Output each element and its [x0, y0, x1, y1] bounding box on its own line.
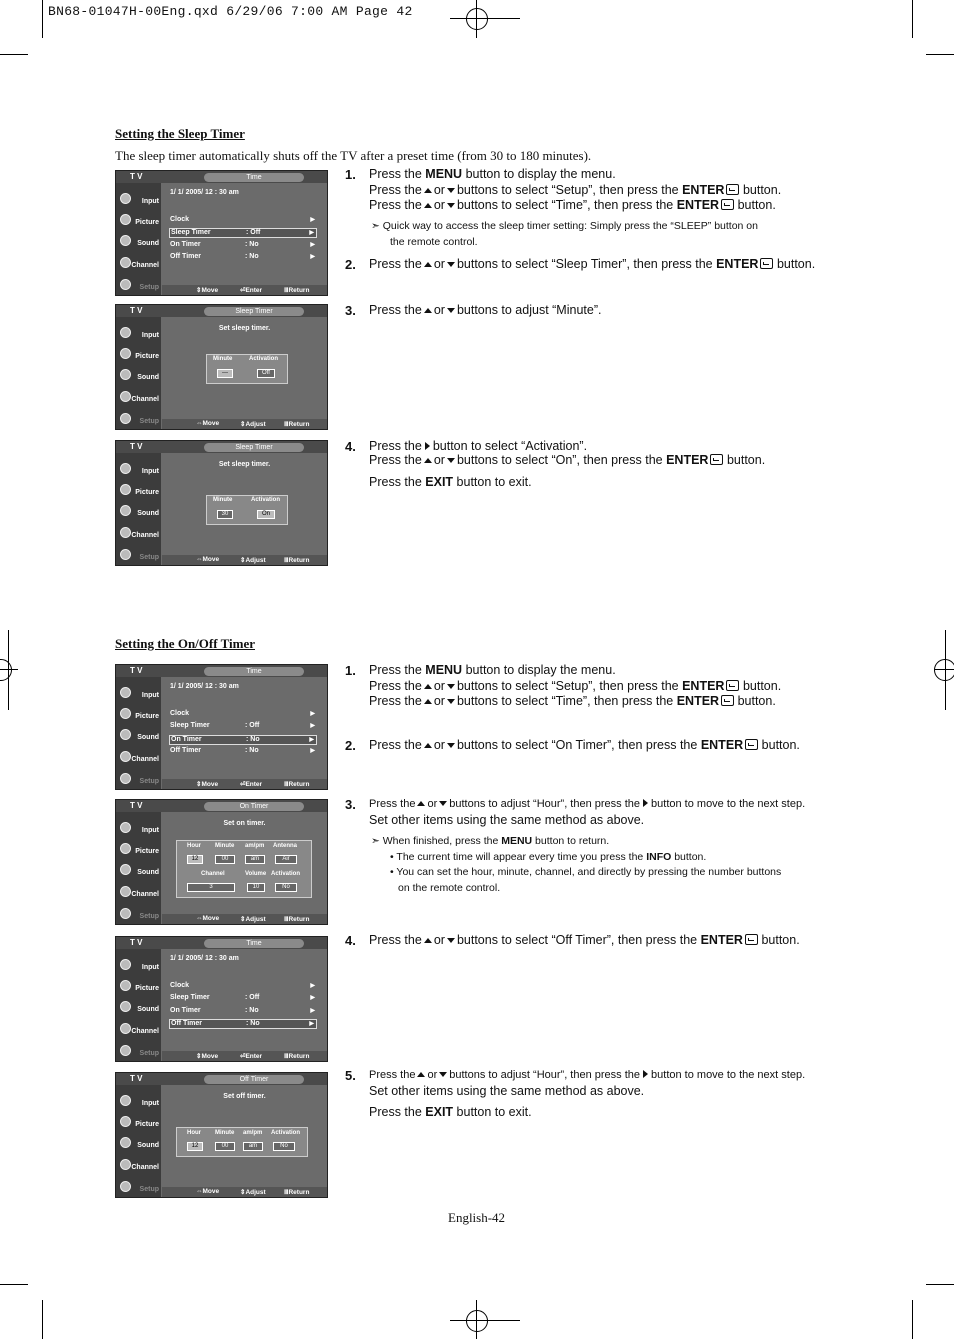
print-header: BN68-01047H-00Eng.qxd 6/29/06 7:00 AM Page 42	[48, 4, 413, 19]
channel-icon	[120, 751, 131, 762]
sound-icon	[120, 505, 131, 516]
sound-icon	[120, 1001, 131, 1012]
osd-bottom-bar: ⇕Move ⏎Enter ⅢReturn	[162, 285, 327, 295]
osd-sidebar	[116, 183, 161, 295]
onoff-step-1-text: Press the MENU button to display the menu. Press the or buttons to select “Setup”, then press the ENTER button. Press the or buttons to select “Time”, then press the ENTER button.	[369, 663, 782, 708]
crop-mark	[945, 630, 946, 710]
note-arrow-icon: ➣	[371, 220, 380, 232]
up-arrow-icon	[424, 308, 432, 313]
osd-datetime: 1/ 1/ 2005/ 12 : 30 am	[170, 189, 239, 196]
osd-time-menu-off: T V Time Input Picture Sound Channel Setup 1/ 1/ 2005/ 12 : 30 am Clock ▶ Sleep Timer : Off ▶ On Timer : No ▶ Off Timer : No ▶ ⇕Move ⏎Enter ⅢReturn	[115, 936, 328, 1062]
crop-mark	[450, 18, 520, 19]
down-arrow-icon	[447, 203, 455, 208]
osd-time-menu	[115, 170, 328, 296]
section-title-on-off-timer: Setting the On/Off Timer	[115, 636, 255, 651]
crop-mark	[0, 669, 18, 670]
sound-icon	[120, 729, 131, 740]
crop-mark	[8, 630, 9, 710]
setup-icon	[120, 908, 131, 919]
osd-menu-sound: Sound	[118, 233, 161, 253]
setup-icon	[120, 1045, 131, 1056]
crop-mark	[0, 54, 28, 55]
step-1-text: Press the MENU button to display the menu. Press the or buttons to select “Setup”, then press the ENTER button. Press the or buttons to select “Time”, then press the ENTER button.	[369, 167, 782, 212]
note-arrow-icon: ➣	[371, 835, 380, 847]
down-arrow-icon	[447, 458, 455, 463]
enter-icon	[721, 199, 734, 210]
osd-screen-title: Time	[204, 173, 304, 182]
setup-icon	[120, 1181, 131, 1192]
osd-menu-picture: Picture	[118, 212, 161, 232]
osd-menu-input: Input	[118, 191, 161, 211]
channel-icon	[120, 527, 131, 538]
channel-icon	[120, 886, 131, 897]
step-number: 2.	[345, 257, 356, 272]
osd-row-clock: Clock ▶	[170, 216, 315, 223]
crop-mark	[42, 0, 43, 38]
setup-icon	[120, 413, 131, 424]
registration-mark-icon	[466, 1310, 488, 1332]
channel-icon	[120, 1023, 131, 1034]
crop-mark	[450, 1320, 520, 1321]
registration-mark-icon	[466, 8, 488, 30]
input-icon	[120, 959, 131, 970]
setup-icon	[120, 549, 131, 560]
osd-row-sleep-timer: Sleep Timer : Off ▶	[169, 228, 317, 238]
input-icon	[120, 1095, 131, 1106]
picture-icon	[120, 214, 131, 225]
crop-mark	[912, 0, 913, 38]
intro-text: The sleep timer automatically shuts off the TV after a preset time (from 30 to 180 minutes).	[115, 148, 592, 163]
onoff-step-3-text: Press the or buttons to adjust “Hour”, then press the button to move to the next step. Set other items using the same method as above.	[369, 798, 806, 827]
osd-off-timer-panel: Hour Minute am/pm Activation 12 00 am No	[176, 1127, 308, 1157]
down-arrow-icon	[447, 188, 455, 193]
enter-icon	[760, 258, 773, 269]
sound-icon	[120, 369, 131, 380]
step-2-text: Press the or buttons to select “Sleep Timer”, then press the ENTER button.	[369, 257, 816, 271]
setup-icon	[120, 279, 131, 290]
picture-icon	[120, 484, 131, 495]
osd-off-timer: T V Off Timer Input Picture Sound Channel Setup Set off timer. Hour Minute am/pm Activation 12 00 am No ⇔Move ⇕Adjust ⅢReturn	[115, 1072, 328, 1198]
note-quick-sleep: ➣ Quick way to access the sleep timer setting: Simply press the “SLEEP” button on the remote control.	[371, 220, 758, 248]
input-icon	[120, 193, 131, 204]
channel-icon	[120, 391, 131, 402]
up-arrow-icon	[424, 188, 432, 193]
input-icon	[120, 687, 131, 698]
arrow-right-icon: ▶	[309, 230, 314, 236]
step-number: 1.	[345, 167, 356, 182]
page-number: English-42	[448, 1210, 506, 1225]
input-icon	[120, 463, 131, 474]
osd-tv-label: T V	[130, 172, 143, 181]
down-arrow-icon	[447, 308, 455, 313]
osd-sleep-panel: Minute Activation --- Off	[206, 354, 288, 384]
picture-icon	[120, 708, 131, 719]
osd-on-timer-panel: Hour Minute am/pm Antenna 12 00 am Air Channel Volume Activation 3 10 No	[176, 840, 312, 898]
down-arrow-icon	[447, 262, 455, 267]
sound-icon	[120, 1137, 131, 1148]
up-arrow-icon	[424, 203, 432, 208]
picture-icon	[120, 1116, 131, 1127]
osd-menu-channel: Channel	[118, 255, 161, 275]
osd-on-timer: T V On Timer Input Picture Sound Channel Setup Set on timer. Hour Minute am/pm Antenna 12 00 am Air Channel Volume Activation 3 10 No ⇔Move ⇕Adjust ⅢReturn	[115, 799, 328, 925]
enter-icon	[710, 454, 723, 465]
onoff-step-4-text: Press the or buttons to select “Off Timer”, then press the ENTER button.	[369, 933, 800, 947]
sound-icon	[120, 235, 131, 246]
crop-mark	[476, 0, 477, 38]
arrow-right-icon: ▶	[310, 242, 315, 248]
enter-icon	[726, 184, 739, 195]
crop-mark	[0, 1284, 28, 1285]
osd-sleep-timer-activation: T V Sleep Timer Input Picture Sound Channel Setup Set sleep timer. Minute Activation 30 On ⇔Move ⇕Adjust ⅢReturn	[115, 440, 328, 566]
channel-icon	[120, 257, 131, 268]
section-title-sleep-timer: Setting the Sleep Timer	[115, 126, 245, 141]
osd-menu-setup: Setup	[118, 277, 161, 296]
registration-mark-icon	[934, 659, 954, 681]
registration-mark-icon	[0, 659, 12, 681]
arrow-right-icon: ▶	[310, 217, 315, 223]
setup-icon	[120, 773, 131, 784]
osd-time-menu-on: T V Time Input Picture Sound Channel Setup 1/ 1/ 2005/ 12 : 30 am Clock ▶ Sleep Timer : Off ▶ On Timer : No ▶ Off Timer : No ▶ ⇕Move ⏎Enter ⅢReturn	[115, 664, 328, 790]
up-arrow-icon	[424, 458, 432, 463]
note-on-timer: ➣ When finished, press the MENU button to return. • The current time will appear every time you press the INFO button. • You can set the hour, minute, channel, and directly by pressing the number buttons on the remote control.	[371, 835, 782, 894]
onoff-step-2-text: Press the or buttons to select “On Timer”, then press the ENTER button.	[369, 738, 800, 752]
up-arrow-icon	[424, 262, 432, 267]
picture-icon	[120, 980, 131, 991]
channel-icon	[120, 1159, 131, 1170]
right-arrow-icon	[425, 442, 430, 450]
input-icon	[120, 327, 131, 338]
picture-icon	[120, 348, 131, 359]
crop-mark	[42, 1300, 43, 1339]
onoff-step-5-text: Press the or buttons to adjust “Hour”, then press the button to move to the next step. Set other items using the same method as above. Press the EXIT button to exit.	[369, 1069, 806, 1119]
crop-mark	[912, 1300, 913, 1339]
step-3-text: Press the or buttons to adjust “Minute”.	[369, 303, 602, 317]
osd-row-on-timer: On Timer : No ▶	[170, 241, 315, 248]
crop-mark	[926, 1284, 954, 1285]
picture-icon	[120, 843, 131, 854]
sound-icon	[120, 864, 131, 875]
step-4-text: Press the button to select “Activation”. Press the or buttons to select “On”, then press the ENTER button. Press the EXIT button to exit.	[369, 439, 766, 489]
osd-row-off-timer: Off Timer : No ▶	[170, 253, 315, 260]
arrow-right-icon: ▶	[310, 254, 315, 260]
osd-sleep-timer-minute: T V Sleep Timer Input Picture Sound Channel Setup Set sleep timer. Minute Activation --- Off ⇔Move ⇕Adjust ⅢReturn	[115, 304, 328, 430]
crop-mark	[926, 54, 954, 55]
input-icon	[120, 822, 131, 833]
